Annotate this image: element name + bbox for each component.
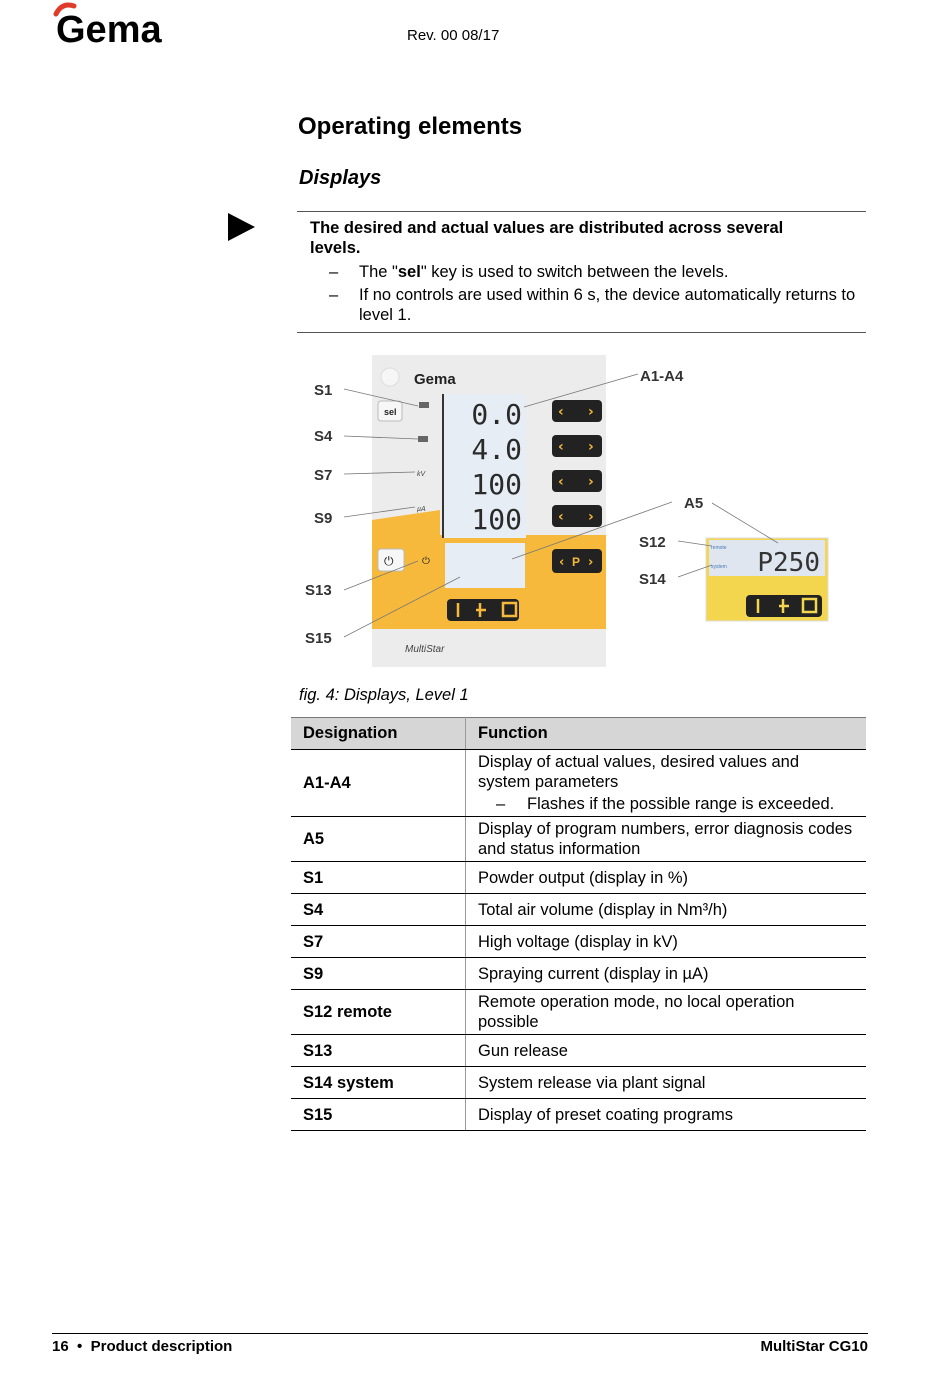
air-icon [418, 436, 428, 442]
svg-text:remote: remote [711, 545, 727, 551]
callout-a1a4: A1-A4 [640, 368, 684, 385]
column-header-function: Function [466, 718, 867, 750]
table-row: S12 remote Remote operation mode, no local operation possible [291, 990, 866, 1035]
callout-s1: S1 [314, 382, 333, 399]
callout-s7: S7 [314, 467, 333, 484]
callout-s9: S9 [314, 510, 333, 527]
svg-text:P: P [572, 555, 581, 569]
svg-text:›: › [588, 439, 594, 455]
gema-logo [52, 2, 172, 48]
svg-text:sel: sel [384, 407, 397, 417]
callout-a5: A5 [684, 495, 704, 512]
lcd-value-a4: 100 [471, 503, 522, 536]
page-number: 16 [52, 1338, 69, 1355]
footer-section: Product description [90, 1338, 233, 1355]
table-row: S14 system System release via plant signal [291, 1067, 866, 1099]
note-item: – If no controls are used within 6 s, the device automatically returns to level 1. [329, 286, 856, 324]
table-row: S7 High voltage (display in kV) [291, 926, 866, 958]
callout-s15: S15 [305, 630, 332, 647]
note-lead: The desired and actual values are distributed across several levels. [310, 219, 784, 257]
note-arrow-icon [228, 213, 255, 241]
panel-brand: Gema [414, 371, 456, 388]
svg-text:‹: ‹ [558, 439, 564, 455]
note-item: – The "sel" key is used to switch between the levels. [329, 263, 729, 281]
page-footer [52, 1333, 868, 1355]
figure-caption: fig. 4: Displays, Level 1 [299, 686, 469, 704]
svg-text:›: › [588, 509, 594, 525]
table-row: S4 Total air volume (display in Nm³/h) [291, 894, 866, 926]
svg-text:›: › [588, 404, 594, 420]
section-subtitle: Displays [299, 167, 382, 189]
remote-display-value: P250 [757, 548, 820, 578]
svg-text:‹: ‹ [559, 555, 565, 570]
table-row: A1-A4 Display of actual values, desired values and system parameters – Flashes if the possible range is exceeded. [291, 750, 866, 817]
table-row: S1 Powder output (display in %) [291, 862, 866, 894]
callout-s14: S14 [639, 571, 666, 588]
callout-s4: S4 [314, 428, 333, 445]
note-list [297, 262, 866, 325]
powder-icon [419, 402, 429, 408]
lcd-value-a1: 0.0 [471, 398, 522, 431]
table-row: S15 Display of preset coating programs [291, 1099, 866, 1131]
svg-text:⏻: ⏻ [384, 554, 394, 568]
svg-text:‹: ‹ [558, 474, 564, 490]
svg-text:kV: kV [417, 471, 426, 478]
svg-text:›: › [588, 555, 594, 570]
note-box [297, 211, 866, 333]
svg-text:‹: ‹ [558, 404, 564, 420]
lcd-value-a3: 100 [471, 468, 522, 501]
svg-text:‹: ‹ [558, 509, 564, 525]
footer-product: MultiStar CG10 [760, 1338, 868, 1355]
table-row: S9 Spraying current (display in µA) [291, 958, 866, 990]
svg-text:Gema: Gema [56, 9, 162, 48]
displays-figure [300, 350, 860, 680]
panel-model: MultiStar [405, 644, 445, 655]
footer-left: 16 • Product description [52, 1338, 233, 1355]
lcd-value-a2: 4.0 [471, 433, 522, 466]
svg-text:µA: µA [417, 506, 426, 513]
callout-s13: S13 [305, 582, 332, 599]
table-row: A5 Display of program numbers, error diagnosis codes and status information [291, 817, 866, 862]
svg-text:›: › [588, 474, 594, 490]
lcd-lower [445, 543, 525, 588]
callout-s12: S12 [639, 534, 666, 551]
table-header-row [291, 718, 866, 750]
page-title: Operating elements [298, 113, 523, 140]
table-row: S13 Gun release [291, 1035, 866, 1067]
column-header-designation: Designation [291, 718, 466, 750]
revision-label: Rev. 00 08/17 [407, 27, 500, 44]
svg-text:system: system [711, 564, 727, 570]
designation-table [291, 717, 866, 1131]
svg-text:⏻: ⏻ [422, 556, 430, 567]
